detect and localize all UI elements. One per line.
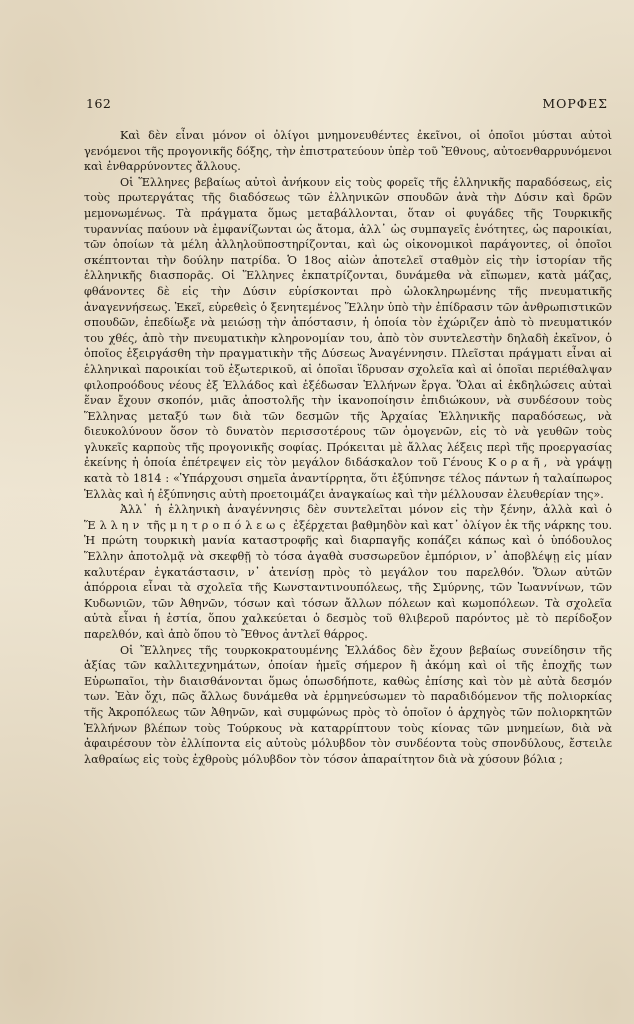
name-korais: Κοραῆ, xyxy=(487,456,552,470)
paragraph-2-quote: νὰ γράψῃ κατὰ τὸ 1814 : «Ὑπάρχουσι σημεῖα ἀναντίρρητα, ὅτι ἐξύπνησε τέλος πάντων ἡ ταλαίπωρος Ἑλλὰς καὶ ἡ ἐξύπνησις αὐτὴ προετοιμάζει ἀναγκαίως καὶ τὴν μέλλουσαν ἐλευθερίαν της». xyxy=(84,456,612,501)
spaced-word-mitropoleos: μητροπόλεως xyxy=(169,518,290,532)
spaced-word-ellin: Ἕλλην xyxy=(84,518,144,532)
running-title: ΜΟΡΦΕΣ xyxy=(542,96,608,111)
page-number: 162 xyxy=(86,96,112,111)
paragraph-3-end: ἐξέρχεται βαθμηδὸν καὶ κατ᾽ ὀλίγον ἐκ τῆς νάρκης του. Ἡ πρώτη τουρκικὴ μανία καταστροφῆς καὶ διαρπαγῆς κοπάζει κάπως καὶ ὁ ὑπόδουλος Ἕλλην ἀποτολμᾷ νὰ σκεφθῇ τὸ τόσα ἀγαθὰ συσσωρεῦον ἐμπόριον, ν᾽ ἀποβλέψῃ εἰς μίαν καλυτέραν ἐγκατάστασιν, ν᾽ ἀτενίσῃ πρὸς τὸ μεγάλον του παρελθόν. Ὅλων αὐτῶν ἀπόρροια εἶναι τὰ σχολεῖα τῆς Κωνσταντινουπόλεως, τῆς Σμύρνης, τῶν Ἰωαννίνων, τῶν Κυδωνιῶν, τῶν Ἀθηνῶν, τόσων καὶ τόσων ἄλλων πόλεων καὶ κωμοπόλεων. Τὰ σχολεῖα αὐτὰ εἶναι ἡ ἑστία, ὅπου χαλκεύεται ὁ δεσμὸς τοῦ θλιβεροῦ παρόντος μὲ τὸ περίδοξον παρελθόν, καὶ ἀπὸ ὅπου τὸ Ἔθνος ἀντλεῖ θάρρος. xyxy=(84,518,613,641)
paragraph-1: Καὶ δὲν εἶναι μόνον οἱ ὀλίγοι μνημονευθέντες ἐκεῖνοι, οἱ ὁποῖοι μύσται αὐτοὶ γενόμενοι τῆς προγονικῆς δόξης, τὴν ἐπιστρατεύουν ὑπὲρ τοῦ Ἔθνους, αὐτοενθαρρυνόμενοι καὶ ἐνθαρρύνοντες ἄλλους. xyxy=(84,129,612,174)
paragraph-3-mid: τῆς xyxy=(146,518,167,532)
body-text xyxy=(84,128,612,767)
paragraph-3-start: Ἀλλ᾽ ἡ ἑλληνικὴ ἀναγέννησις δὲν συντελεῖται μόνον εἰς τὴν ξένην, ἀλλὰ καὶ ὁ xyxy=(120,503,612,517)
paragraph-2-text: Οἱ Ἕλληνες βεβαίως αὐτοὶ ἀνήκουν εἰς τοὺς φορεῖς τῆς ἑλληνικῆς παραδόσεως, εἰς τοὺς πρωτεργάτας τῆς διαδόσεως τῶν ἑλληνικῶν σπουδῶν ἀνὰ τὴν Δύσιν καὶ δρῶν μεμονωμένως. Τὰ πράγματα ὅμως μεταβάλλονται, ὅταν οἱ φυγάδες τῆς Τουρκικῆς τυραννίας παύουν νὰ ἐμφανίζωνται ὡς ἄτομα, ἀλλ᾽ ὡς συμπαγεῖς ἑνότητες, ὡς παροικίαι, τῶν ὁποίων τὰ μέλη ἀλληλοϋποστηρίζονται, καὶ ὡς οἰκονομικοὶ παράγοντες, οἱ ὁποῖοι σκέπτονται τὴν δούλην πατρίδα. Ὁ 18ος αἰὼν ἀποτελεῖ σταθμὸν εἰς τὴν ἱστορίαν τῆς ἑλληνικῆς διασπορᾶς. Οἱ Ἕλληνες ἐκπατρίζονται, δυνάμεθα νὰ εἴπωμεν, κατὰ μάζας, φθάνοντες δὲ εἰς τὴν Δύσιν εὑρίσκονται πρὸ ὡλοκληρωμένης τῆς πνευματικῆς ἀναγεννήσεως. Ἐκεῖ, εὑρεθεὶς ὁ ξενητεμένος Ἕλλην ὑπὸ τὴν ἐπίδρασιν τῶν ἀνθρωπιστικῶν σπουδῶν, ἐπεδίωξε νὰ μειώσῃ τὴν ἀπόστασιν, ἡ ὁποία τὸν ἐχώριζεν ἀπὸ τὸ πνευματικόν του χθές, ἀπὸ τὴν πνευματικὴν κληρονομίαν του, ἀπὸ τὸν συντελεστὴν δηλαδὴ ἐκεῖνον, ὁ ὁποῖος ἐξειργάσθη τὴν πραγματικὴν τῆς Δύσεως Ἀναγέννησιν. Πλεῖσται πράγματι εἶναι αἱ ἑλληνικαὶ παροικίαι τοῦ ἐξωτερικοῦ, αἱ ὁποῖαι ἵδρυσαν σχολεῖα καὶ αἱ ὁποῖαι περιέθαλψαν φιλοπροόδους νέους ἐξ Ἑλλάδος καὶ ἐξέδωσαν Ἑλλήνων ἔργα. Ὅλαι αἱ ἐκδηλώσεις αὐταὶ ἕναν ἔχουν σκοπόν, μιᾶς ἀποστολῆς τὴν ἱκανοποίησιν ἐπιδιώκουν, νὰ συνδέσουν τοὺς Ἕλληνας μεταξύ των διὰ τῶν δεσμῶν τῆς Ἀρχαίας Ἑλληνικῆς παραδόσεως, νὰ διευκολύνουν ὅσον τὸ δυνατὸν περισσοτέρους τῶν ὁμογενῶν, εἰς τὸ νὰ γευθῶν τοὺς γλυκεῖς καρποὺς τῆς προγονικῆς σοφίας. Πρόκειται μὲ ἄλλας λέξεις περὶ τῆς προεργασίας ἐκείνης ἡ ὁποία ἐπέτρεψεν εἰς τὸν μεγάλον διδάσκαλον τοῦ Γένους xyxy=(84,175,612,470)
paragraph-3 xyxy=(84,502,612,642)
paragraph-2 xyxy=(84,175,612,502)
page-header xyxy=(86,96,608,112)
paragraph-4: Οἱ Ἕλληνες τῆς τουρκοκρατουμένης Ἑλλάδος δὲν ἔχουν βεβαίως συνείδησιν τῆς ἀξίας τῶν καλλιτεχνημάτων, ὁποίαν ἡμεῖς σήμερον ἢ ἀκόμη καὶ οἱ τῆς ἐποχῆς των Εὐρωπαῖοι, τὴν διαισθάνονται ὅμως ὁπωσδήποτε, καθὼς ἐπίσης καὶ τὸν μὲ αὐτὰ δεσμόν των. Ἐὰν ὄχι, πῶς ἄλλως δυνάμεθα νὰ ἑρμηνεύσωμεν τὸ παραδιδόμενον τῆς πολιορκίας τῆς Ἀκροπόλεως τῶν Ἀθηνῶν, καὶ συμφώνως πρὸς τὸ ὁποῖον ὁ ἀρχηγὸς τῶν πολιορκητῶν Ἑλλήνων βλέπων τοὺς Τούρκους νὰ καταρρίπτουν τοὺς κίονας τῶν μνημείων, διὰ νὰ ἀφαιρέσουν τὸν ἐλλίποντα εἰς αὐτοὺς μόλυβδον τὸν συνδέοντα τοὺς σπονδύλους, ἔστειλε λαθραίως εἰς τοὺς ἐχθροὺς μόλυβδον τὸν τόσον ἀπαραίτητον διὰ νὰ χύσουν βόλια ; xyxy=(84,643,612,766)
